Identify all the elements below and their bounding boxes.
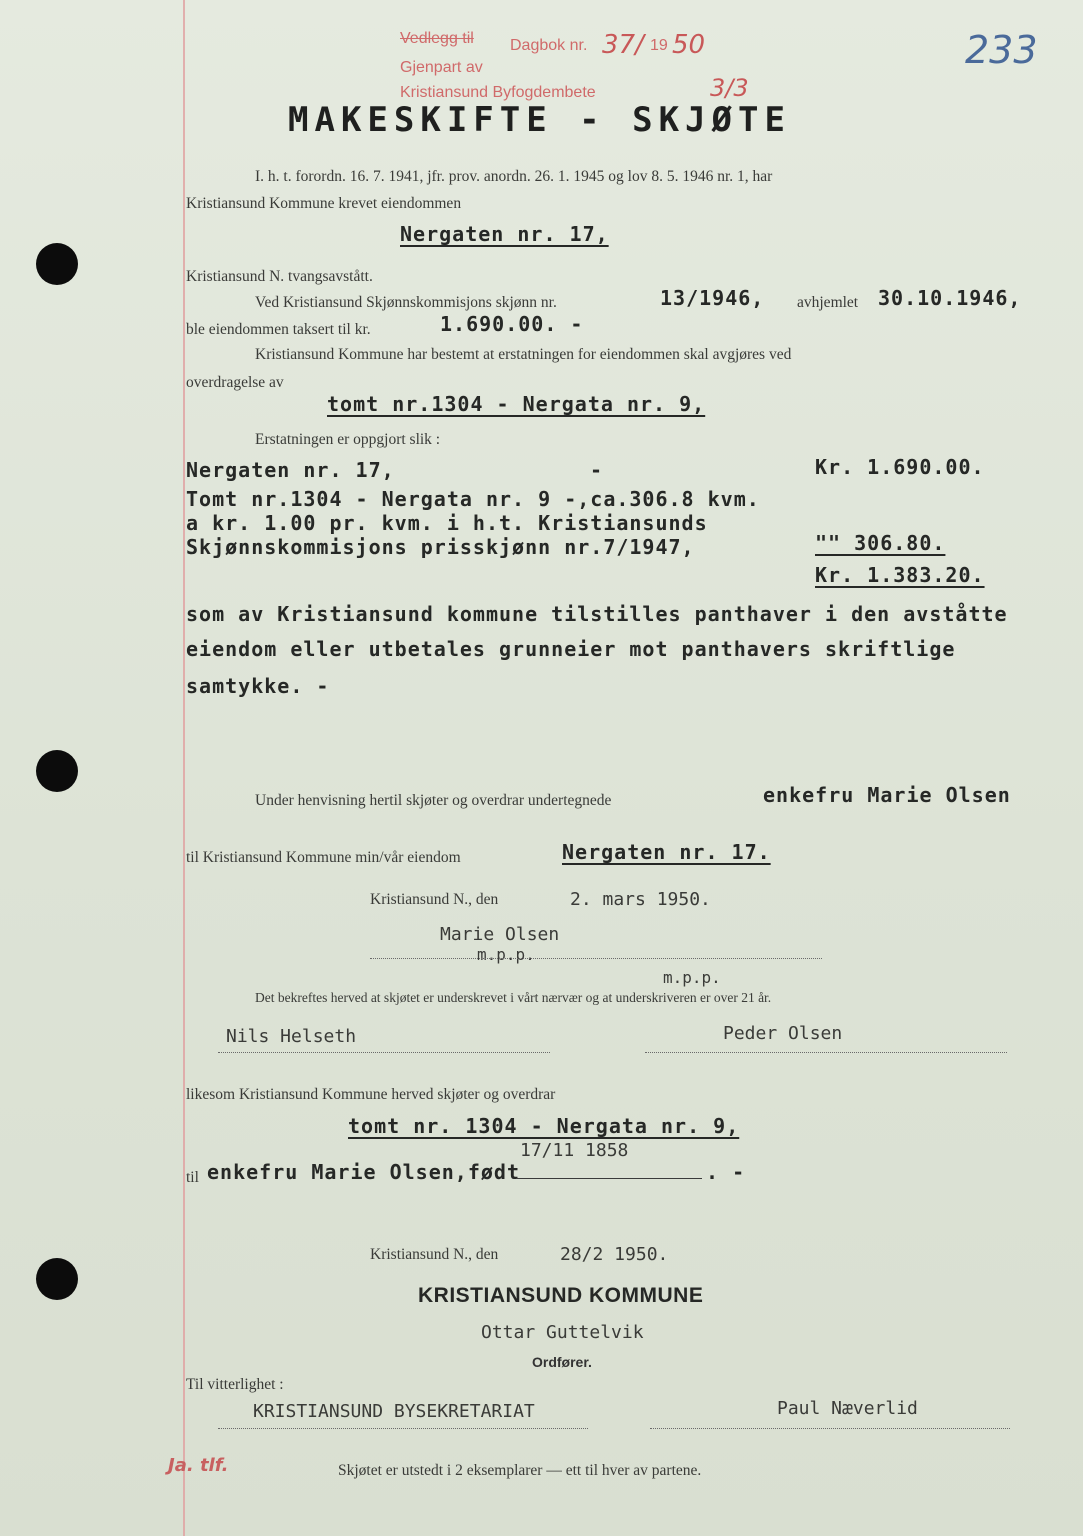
settlement-note-3: samtykke. -	[186, 674, 330, 698]
punch-hole-top	[36, 243, 78, 285]
seller-name: enkefru Marie Olsen	[763, 783, 1011, 807]
stamp-byfogdembete: Kristiansund Byfogdembete	[400, 84, 596, 101]
intro-line-6: Kristiansund Kommune har bestemt at erstatningen for eiendommen skal avgjøres ved	[255, 346, 792, 363]
commune-date: 28/2 1950.	[560, 1244, 669, 1265]
margin-line	[183, 0, 185, 1536]
intro-line-3: Kristiansund N. tvangsavstått.	[186, 268, 373, 285]
born-date-line	[516, 1178, 702, 1179]
stamp-dagbok: Dagbok nr.	[510, 37, 588, 54]
secretariat: KRISTIANSUND BYSEKRETARIAT	[253, 1401, 535, 1422]
commune-line-2-end: . -	[706, 1160, 746, 1184]
settlement-total: Kr. 1.383.20.	[815, 563, 985, 587]
settlement-row2-line1: Tomt nr.1304 - Nergata nr. 9 -,ca.306.8 kvm.	[186, 487, 760, 511]
commune-signer: Ottar Guttelvik	[481, 1322, 644, 1343]
intro-line-4a: Ved Kristiansund Skjønnskommisjons skjønn nr.	[255, 294, 557, 311]
transfer-date: 2. mars 1950.	[570, 889, 711, 910]
intro-line-8: Erstatningen er oppgjort slik :	[255, 431, 441, 448]
signature-line	[370, 958, 822, 959]
page-number: 233	[965, 28, 1038, 72]
commune-line-1: likesom Kristiansund Kommune herved skjøter og overdrar	[186, 1086, 556, 1103]
footer-text: Skjøtet er utstedt i 2 eksemplarer — ett til hver av partene.	[338, 1462, 702, 1479]
punch-hole-middle	[36, 750, 78, 792]
skjonn-number: 13/1946,	[660, 286, 765, 310]
intro-line-5: ble eiendommen taksert til kr.	[186, 321, 371, 338]
commune-property: tomt nr. 1304 - Nergata nr. 9,	[348, 1114, 740, 1138]
intro-line-1: I. h. t. forordn. 16. 7. 1941, jfr. prov. anordn. 26. 1. 1945 og lov 8. 5. 1946 nr. 1, har	[255, 168, 773, 185]
transfer-line-1: Under henvisning hertil skjøter og overdrar undertegnede	[255, 792, 612, 809]
commune-witness-line	[650, 1428, 1010, 1429]
punch-hole-bottom	[36, 1258, 78, 1300]
commune-org: KRISTIANSUND KOMMUNE	[418, 1284, 704, 1307]
settlement-row1-dash: -	[590, 458, 604, 482]
transfer-property: Nergaten nr. 17.	[562, 840, 771, 864]
stamp-vedlegg: Vedlegg til	[400, 30, 474, 47]
commune-line-2-til: til	[186, 1169, 199, 1186]
stamp-gjenpart: Gjenpart av	[400, 59, 483, 76]
seller-mpp: m.p.p.	[477, 945, 535, 964]
taksert-value: 1.690.00. -	[440, 312, 584, 336]
dagbok-number: 37/	[602, 30, 644, 60]
intro-line-2: Kristiansund Kommune krevet eiendommen	[186, 195, 462, 212]
buyer-name: enkefru Marie Olsen,født	[207, 1160, 520, 1184]
witness-2-line	[645, 1052, 1007, 1053]
settlement-row2-amount: "" 306.80.	[815, 531, 946, 555]
witness-statement: Det bekreftes herved at skjøtet er underskrevet i vårt nærvær og at underskriveren er over 21 år.	[255, 990, 772, 1005]
commune-place: Kristiansund N., den	[370, 1246, 499, 1263]
vitterlighet-label: Til vitterlighet :	[186, 1376, 284, 1393]
settlement-row1-left: Nergaten nr. 17,	[186, 458, 395, 482]
settlement-note-2: eiendom eller utbetales grunneier mot panthavers skriftlige	[186, 637, 956, 661]
seller-signature: Marie Olsen	[440, 924, 560, 945]
settlement-row1-amount: Kr. 1.690.00.	[815, 455, 985, 479]
settlement-row2-line2: a kr. 1.00 pr. kvm. i h.t. Kristiansunds	[186, 511, 708, 535]
witness-mpp: m.p.p.	[663, 968, 721, 987]
year-handwritten: 50	[672, 30, 706, 60]
document-title: MAKESKIFTE - SKJØTE	[288, 100, 791, 140]
date-handwritten: 3/3	[710, 74, 749, 102]
secretariat-line	[218, 1428, 588, 1429]
settlement-note-1: som av Kristiansund kommune tilstilles panthaver i den avståtte	[186, 602, 1008, 626]
witness-1-line	[218, 1052, 550, 1053]
overdragelse-property: tomt nr.1304 - Nergata nr. 9,	[327, 392, 706, 416]
commune-witness: Paul Næverlid	[777, 1398, 918, 1419]
intro-line-7: overdragelse av	[186, 374, 284, 391]
commune-role: Ordfører.	[532, 1354, 592, 1370]
settlement-row2-line3: Skjønnskommisjons prisskjønn nr.7/1947,	[186, 535, 695, 559]
witness-1: Nils Helseth	[226, 1026, 357, 1047]
intro-line-4b: avhjemlet	[797, 294, 859, 311]
born-date: 17/11 1858	[520, 1140, 629, 1161]
transfer-line-2: til Kristiansund Kommune min/vår eiendom	[186, 849, 461, 866]
footer-stamp: Ja. tlf.	[168, 1455, 229, 1476]
transfer-place: Kristiansund N., den	[370, 891, 499, 908]
witness-2: Peder Olsen	[723, 1023, 843, 1044]
property-nergaten: Nergaten nr. 17,	[400, 222, 609, 246]
stamp-year: 19	[650, 37, 668, 54]
avhjemlet-date: 30.10.1946,	[878, 286, 1022, 310]
